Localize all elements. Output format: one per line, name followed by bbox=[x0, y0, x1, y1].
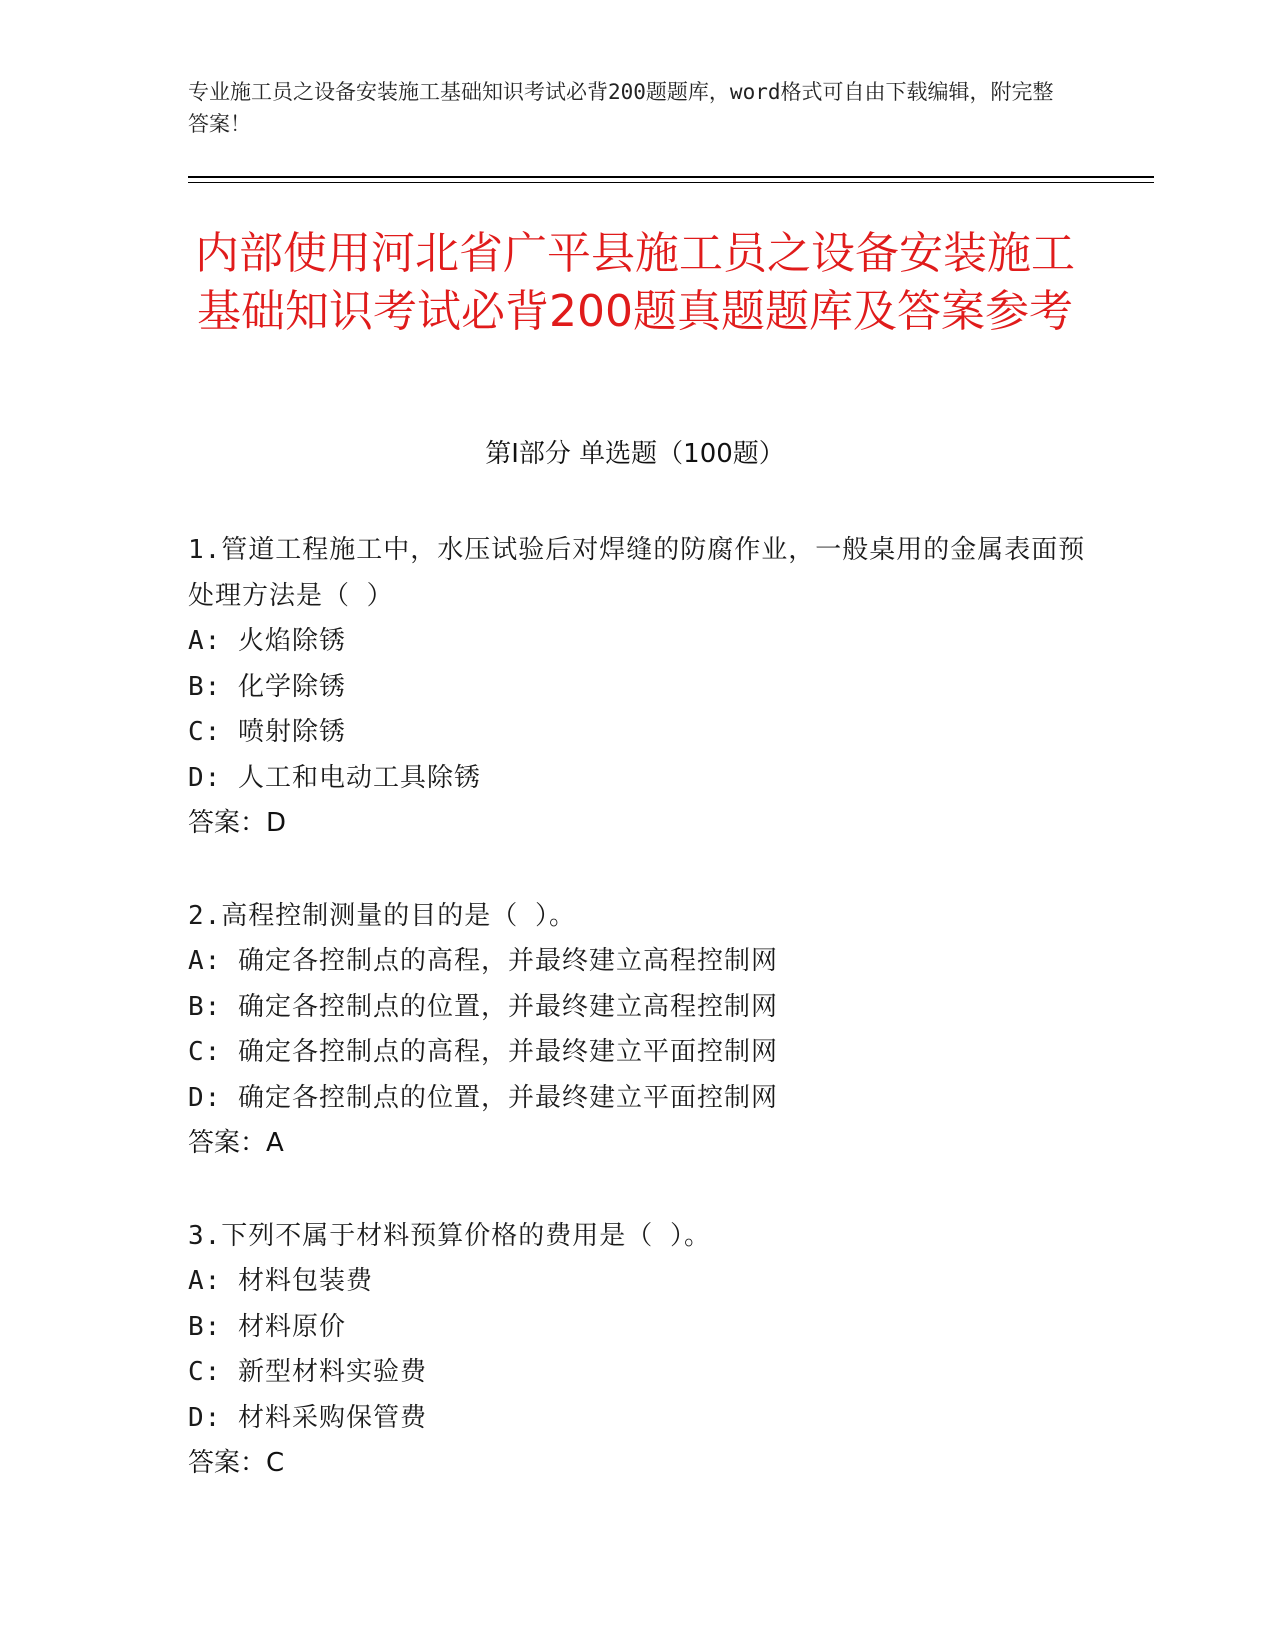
header-divider-thin bbox=[188, 182, 1154, 183]
answer: 答案：A bbox=[188, 1128, 284, 1158]
option-a: A: 材料包装费 bbox=[188, 1266, 373, 1296]
option-c: C: 确定各控制点的高程，并最终建立平面控制网 bbox=[188, 1037, 778, 1067]
option-d: D: 人工和电动工具除锈 bbox=[188, 762, 481, 793]
question-stem: 3.下列不属于材料预算价格的费用是（ ）。 bbox=[188, 1220, 711, 1251]
question-2 bbox=[188, 894, 1088, 1167]
option-c: C: 新型材料实验费 bbox=[188, 1357, 427, 1387]
header-divider-thick bbox=[188, 176, 1154, 178]
question-list bbox=[188, 528, 1088, 1534]
document-title: 内部使用河北省广平县施工员之设备安装施工基础知识考试必背200题真题题库及答案参考 bbox=[195, 228, 1075, 337]
option-a: A: 火焰除锈 bbox=[188, 626, 346, 656]
option-b: B: 材料原价 bbox=[188, 1311, 346, 1342]
question-stem: 2.高程控制测量的目的是（ ）。 bbox=[188, 900, 576, 931]
option-a: A: 确定各控制点的高程，并最终建立高程控制网 bbox=[188, 946, 778, 976]
option-b: B: 化学除锈 bbox=[188, 671, 346, 702]
answer: 答案：C bbox=[188, 1448, 285, 1478]
option-c: C: 喷射除锈 bbox=[188, 717, 346, 747]
option-d: D: 材料采购保管费 bbox=[188, 1402, 427, 1433]
question-1 bbox=[188, 528, 1088, 847]
option-b: B: 确定各控制点的位置，并最终建立高程控制网 bbox=[188, 991, 778, 1022]
header-note: 专业施工员之设备安装施工基础知识考试必背200题题库，word格式可自由下载编辑，附完整答案！ bbox=[188, 80, 1054, 136]
option-d: D: 确定各控制点的位置，并最终建立平面控制网 bbox=[188, 1082, 778, 1113]
section-heading: 第I部分 单选题（100题） bbox=[485, 439, 785, 469]
question-3 bbox=[188, 1214, 1088, 1487]
question-stem: 1.管道工程施工中，水压试验后对焊缝的防腐作业，一般桌用的金属表面预处理方法是（ ） bbox=[188, 535, 1086, 611]
answer: 答案：D bbox=[188, 808, 287, 838]
